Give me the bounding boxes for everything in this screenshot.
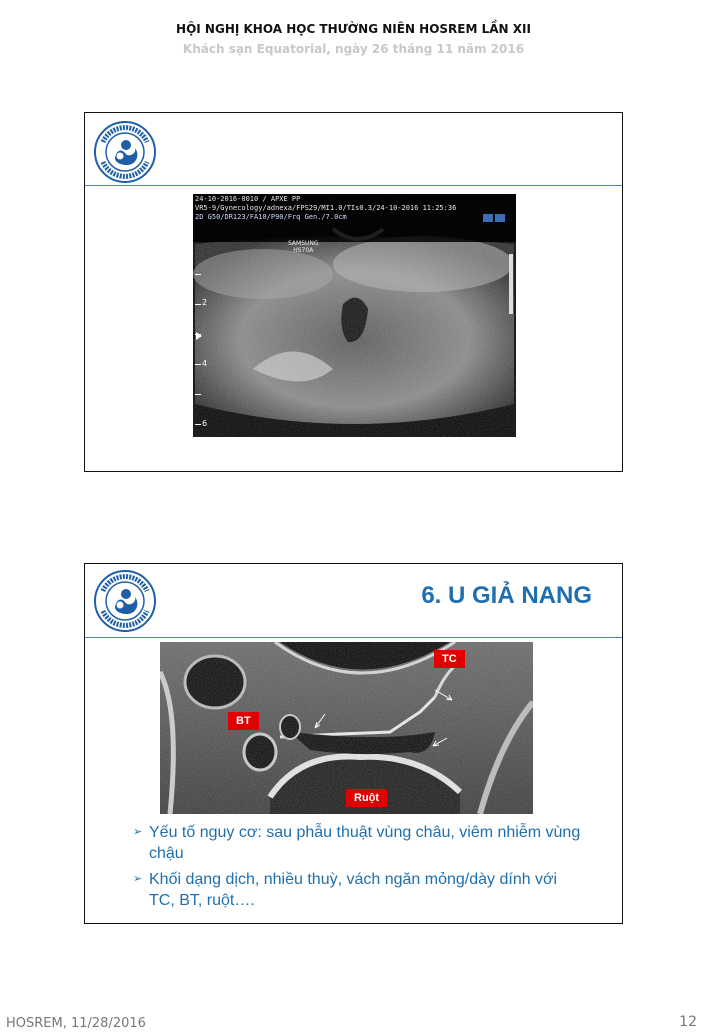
bullet-list [133,822,583,916]
slide-divider [85,637,622,638]
bullet-item [133,869,583,911]
depth-tick-6: 6 [202,419,208,428]
slide-pseudocyst [84,563,623,924]
ultrasound-brand: SAMSUNG [288,240,319,247]
hospital-logo [93,120,157,184]
ultrasound-model: HS70A [293,247,314,254]
conference-subtitle: Khách sạn Equatorial, ngày 26 tháng 11 năm 2016 [182,42,525,56]
slide-divider [85,185,622,186]
arrow-bullet-icon: ➢ [133,826,143,838]
depth-tick-2: 2 [202,298,208,307]
bullet-text: Khối dạng dịch, nhiều thuỳ, vách ngăn mỏng/dày dính với TC, BT, ruột…. [149,871,558,909]
hospital-logo [93,569,157,633]
slide-ultrasound-image [84,112,623,472]
ultrasound-image-2 [160,642,533,814]
ultrasound-info-line-3: 2D G50/DR123/FA10/P90/Frq Gen./7.0cm [195,213,347,221]
ultrasound-image-1 [193,194,516,437]
label-tc: TC [434,650,465,668]
label-bt: BT [228,712,259,730]
ultrasound-info-line-1: 24-10-2016-0010 / APXE PP [195,195,301,203]
arrow-bullet-icon: ➢ [133,873,143,885]
conference-title: HỘI NGHỊ KHOA HỌC THƯỜNG NIÊN HOSREM LẦN XII [176,22,531,36]
slide-heading: 6. U GIẢ NANG [421,582,592,609]
footer-date: HOSREM, 11/28/2016 [6,1016,146,1031]
bullet-text: Yếu tố nguy cơ: sau phẫu thuật vùng châu, viêm nhiễm vùng chậu [149,824,581,862]
bullet-item [133,822,583,864]
page-number: 12 [679,1014,697,1030]
label-ruot: Ruột [346,789,387,807]
ultrasound-brand-mark [288,240,319,254]
ultrasound-info-line-2: VR5-9/Gynecology/adnexa/FPS29/MI1.0/TIs0.3/24-10-2016 11:25:36 [195,204,457,212]
depth-tick-4: 4 [202,359,208,368]
